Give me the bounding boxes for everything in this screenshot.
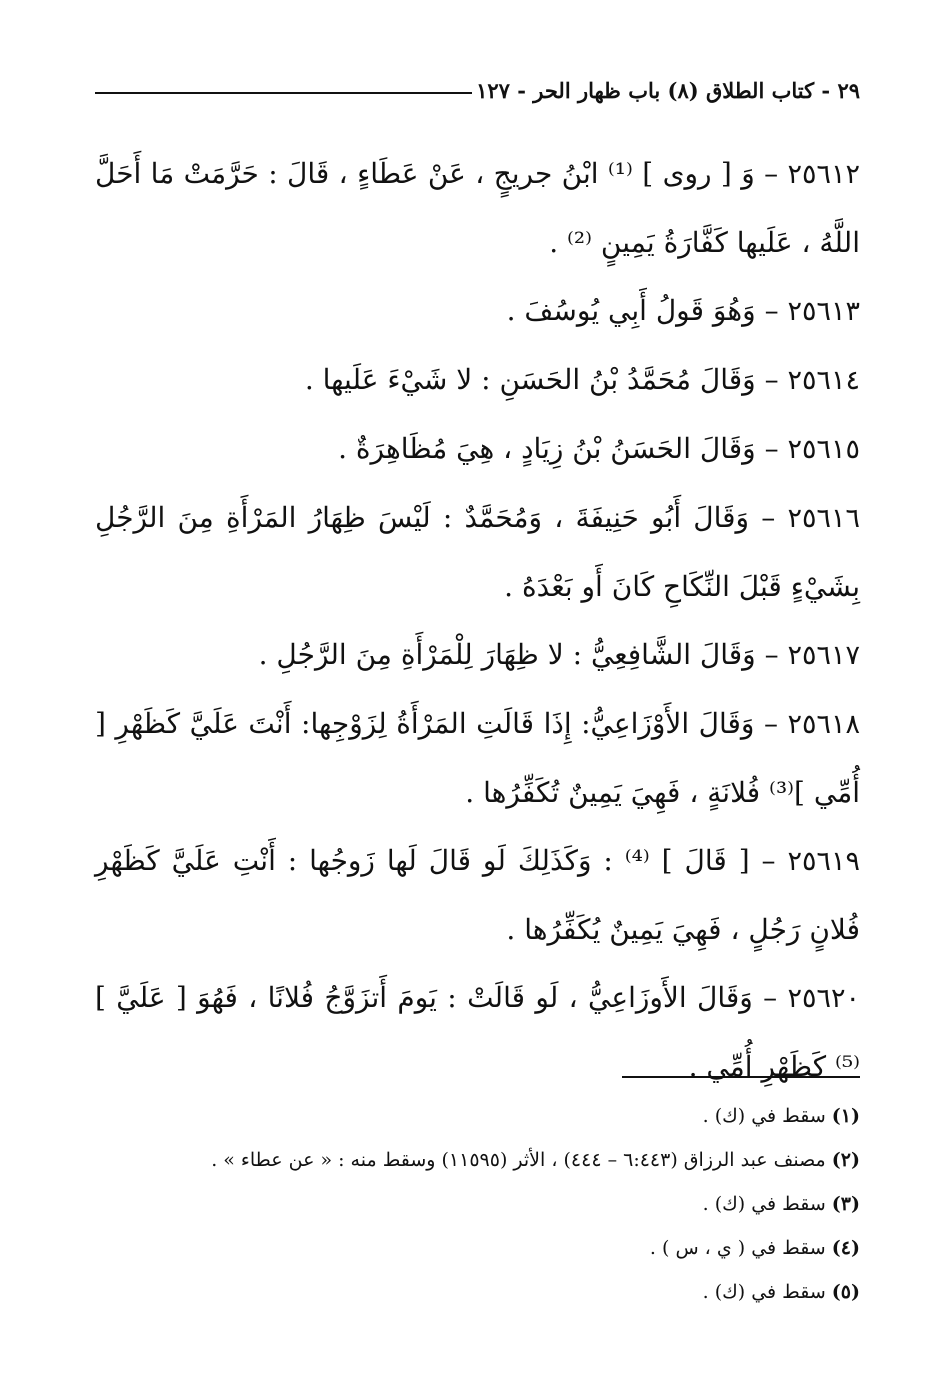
paragraph-number: ٢٥٦١٨: [787, 709, 860, 740]
paragraph-number: ٢٥٦١٩: [787, 846, 860, 877]
paragraph-text: – وَقَالَ الشَّافِعِيُّ : لا ظِهَارَ لِلْمَرْأَةِ مِنَ الرَّجُلِ .: [258, 638, 788, 671]
main-text: [95, 140, 860, 1101]
paragraph-25614: [95, 346, 860, 415]
footnote-5: [95, 1270, 860, 1314]
paragraph-text: – وَ [ روى ] ⁽¹⁾ ابْنُ جريجٍ ، عَنْ عَطَاءٍ ، قَالَ : حَرَّمَتْ مَا أَحَلَّ اللَّهُ ، عَلَيها كَفَّارَةُ يَمِينٍ ⁽²⁾ .: [95, 157, 860, 259]
footnote-divider: [622, 1076, 860, 1078]
paragraph-text: – وَقَالَ الأَوْزَاعِيُّ: إِذَا قَالَتِ المَرْأَةُ لِزَوْجِها: أَنْتَ عَلَيَّ كَظَهْرِ [ أُمِّي ]⁽³⁾ فُلانَةٍ ، فَهِيَ يَمِينٌ تُكَفِّرُها .: [95, 707, 860, 809]
footnote-mark: (٥): [831, 1281, 860, 1303]
paragraph-number: ٢٥٦١٣: [787, 296, 860, 327]
footnote-text: سقط في ( ي ، س ) .: [649, 1237, 832, 1259]
header-title: ٢٩ - كتاب الطلاق (٨) باب ظهار الحر - ١٢٧: [476, 77, 860, 103]
footnote-text: سقط في (ك) .: [702, 1281, 832, 1303]
paragraph-25612: [95, 140, 860, 277]
footnote-3: [95, 1182, 860, 1226]
paragraph-text: – وَقَالَ الأَوزَاعِيُّ ، لَو قَالَتْ : يَومَ أَتزَوَّجُ فُلانًا ، فَهُوَ [ عَلَيَّ ] ⁽⁵⁾ كَظَهْرِ أُمِّي .: [95, 981, 860, 1083]
paragraph-number: ٢٥٦٢٠: [787, 983, 860, 1014]
paragraph-number: ٢٥٦١٧: [787, 640, 860, 671]
paragraph-text: – وَقَالَ مُحَمَّدُ بْنُ الحَسَنِ : لا شَيْءَ عَلَيها .: [304, 363, 788, 396]
footnotes: [95, 1094, 860, 1314]
header-rule: [95, 92, 472, 94]
footnote-text: سقط في (ك) .: [702, 1193, 832, 1215]
paragraph-text: – [ قَالَ ] ⁽⁴⁾ : وَكَذَلِكَ لَو قَالَ لَها زَوجُها : أَنْتِ عَلَيَّ كَظَهْرِ فُلانٍ رَجُلٍ ، فَهِيَ يَمِينٌ يُكَفِّرُها .: [95, 844, 860, 946]
paragraph-text: – وَقَالَ أَبُو حَنِيفَةَ ، وَمُحَمَّدٌ : لَيْسَ ظِهَارُ المَرْأَةِ مِنَ الرَّجُلِ بِشَيْءٍ قَبْلَ النِّكَاحِ كَانَ أَو بَعْدَهُ .: [95, 501, 860, 603]
paragraph-text: – وَهُوَ قَولُ أَبِي يُوسُفَ .: [506, 294, 788, 327]
paragraph-25620: [95, 964, 860, 1101]
footnote-1: [95, 1094, 860, 1138]
footnote-mark: (٣): [831, 1193, 860, 1215]
footnote-mark: (٢): [831, 1149, 860, 1171]
footnote-text: سقط في (ك) .: [702, 1105, 832, 1127]
paragraph-25616: [95, 484, 860, 621]
footnote-2: [95, 1138, 860, 1182]
paragraph-25619: [95, 827, 860, 964]
paragraph-number: ٢٥٦١٥: [787, 434, 860, 465]
paragraph-number: ٢٥٦١٦: [787, 503, 860, 534]
paragraph-number: ٢٥٦١٤: [787, 365, 860, 396]
footnote-4: [95, 1226, 860, 1270]
footnote-mark: (١): [831, 1105, 860, 1127]
footnote-text: مصنف عبد الرزاق (٦:٤٤٣ – ٤٤٤) ، الأثر (١١٥٩٥) وسقط منه : « عن عطاء » .: [211, 1149, 832, 1171]
paragraph-25615: [95, 415, 860, 484]
running-header: [95, 72, 860, 108]
paragraph-25613: [95, 277, 860, 346]
footnote-mark: (٤): [831, 1237, 860, 1259]
paragraph-number: ٢٥٦١٢: [787, 159, 861, 190]
paragraph-text: – وَقَالَ الحَسَنُ بْنُ زِيَادٍ ، هِيَ مُظَاهِرَةٌ .: [338, 432, 788, 465]
paragraph-25617: [95, 621, 860, 690]
paragraph-25618: [95, 690, 860, 827]
